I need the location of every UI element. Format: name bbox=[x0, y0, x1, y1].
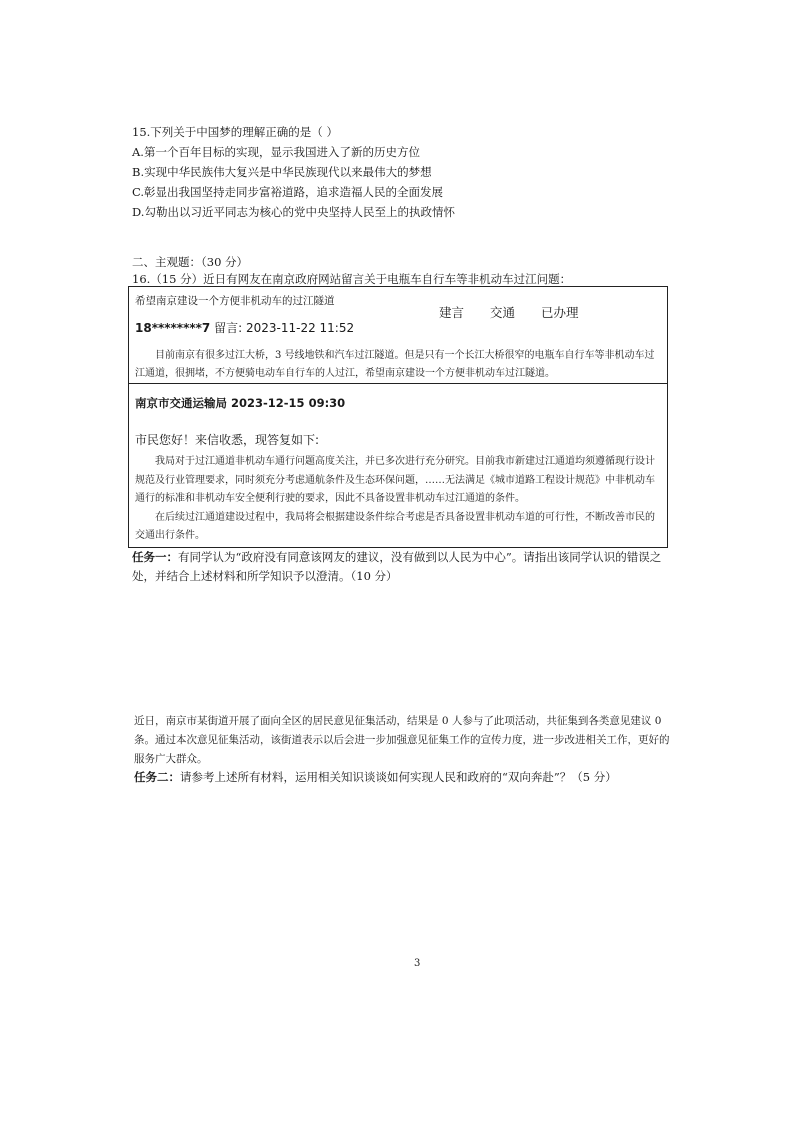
tag-status: 已办理 bbox=[541, 305, 579, 320]
task-one-label: 任务一： bbox=[132, 550, 178, 564]
reply-paragraph: 在后续过江通道建设过程中，我局将会根据建设条件综合考虑是否具备设置非机动车道的可行性，不断改善市民的交通出行条件。 bbox=[135, 511, 655, 541]
task-two bbox=[134, 769, 617, 785]
option-d: D.勾勒出以习近平同志为核心的党中央坚持人民至上的执政情怀 bbox=[132, 205, 455, 219]
message-time-label: 留言: bbox=[214, 321, 243, 335]
task-one bbox=[132, 548, 672, 586]
question-15 bbox=[132, 122, 455, 222]
material-paragraph-2: 近日，南京市某街道开展了面向全区的居民意见征集活动，结果是 0 人参与了此项活动，共征集到各类意见建议 0 条。通过本次意见征集活动，该街道表示以后会进一步加强意见征集工作的宣传力度，进一步改进相关工作，更好的服务广大群众。 bbox=[134, 715, 670, 765]
task-two-text: 请参考上述所有材料，运用相关知识谈谈如何实现人民和政府的“双向奔赴”？（5 分） bbox=[180, 770, 617, 784]
question-16-intro: 16.（15 分）近日有网友在南京政府网站留言关于电瓶车自行车等非机动车过江问题： bbox=[132, 272, 572, 286]
message-title: 希望南京建设一个方便非机动车的过江隧道 bbox=[135, 295, 335, 307]
message-board-screenshot bbox=[128, 286, 668, 548]
reply-greeting: 市民您好！来信收悉，现答复如下: bbox=[135, 433, 320, 447]
reply-body bbox=[135, 453, 655, 546]
message-time: 2023-11-22 11:52 bbox=[245, 321, 355, 335]
task-one-text: 有同学认为“政府没有同意该网友的建议，没有做到以人民为中心”。请指出该同学认识的错误之处，并结合上述材料和所学知识予以澄清。（10 分） bbox=[132, 550, 662, 583]
option-b: B.实现中华民族伟大复兴是中华民族现代以来最伟大的梦想 bbox=[132, 165, 432, 179]
section-heading: 二、主观题：（30 分） bbox=[132, 255, 249, 269]
message-body: 目前南京有很多过江大桥，3 号线地铁和汽车过江隧道。但是只有一个长江大桥很窄的电瓶车自行车等非机动车过江通道，很拥堵，不方便骑电动车自行车的人过江，希望南京建设一个方便非机动车过江隧道。 bbox=[135, 350, 655, 379]
task-two-label: 任务二： bbox=[134, 770, 180, 784]
option-a: A.第一个百年目标的实现，显示我国进入了新的历史方位 bbox=[132, 145, 420, 159]
tag-topic: 交通 bbox=[490, 305, 516, 320]
tag-category: 建言 bbox=[439, 305, 465, 320]
page-number: 3 bbox=[414, 958, 421, 969]
question-15-stem: 15.下列关于中国梦的理解正确的是（ ） bbox=[132, 125, 338, 139]
message-meta bbox=[135, 319, 354, 336]
message-user: 18********7 bbox=[135, 321, 211, 335]
reply-paragraph: 我局对于过江通道非机动车通行问题高度关注，并已多次进行充分研究。目前我市新建过江通道均须遵循现行设计规范及行业管理要求，同时须充分考虑通航条件及生态环保问题，……无法满足《城市道路工程设计规范》中非机动车通行的标准和非机动车安全便利行驶的要求，因此不具备设置非机动车过江通道的条件。 bbox=[135, 456, 655, 504]
option-c: C.彰显出我国坚持走同步富裕道路，追求造福人民的全面发展 bbox=[132, 185, 444, 199]
message-divider bbox=[129, 383, 667, 384]
message-tags bbox=[439, 303, 601, 321]
reply-header: 南京市交通运输局 2023-12-15 09:30 bbox=[135, 396, 346, 410]
